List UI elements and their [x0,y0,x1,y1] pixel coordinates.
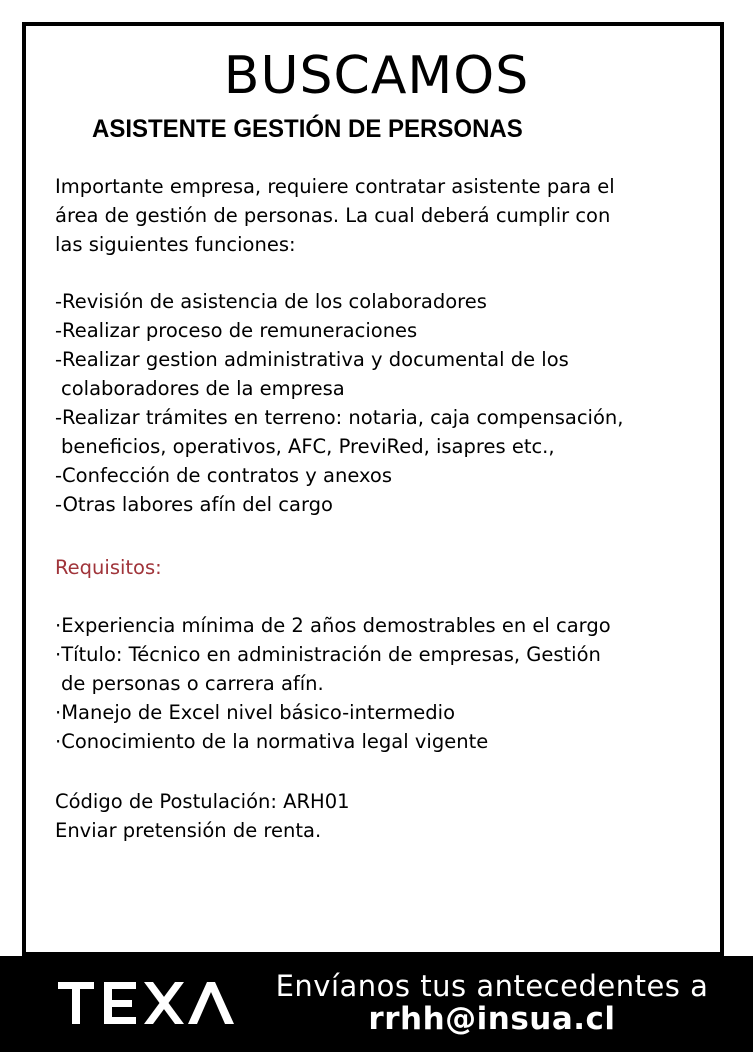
function-item: -Realizar gestion administrativa y documental de los [55,348,569,371]
function-item: -Realizar proceso de remuneraciones [55,319,418,342]
application-info [55,787,705,845]
function-item: -Realizar trámites en terreno: notaria, caja compensación, [55,406,624,429]
footer-line: Envíanos tus antecedentes a [275,969,709,1003]
function-item: -Otras labores afín del cargo [55,493,333,516]
job-title: ASISTENTE GESTIÓN DE PERSONAS [92,115,523,143]
intro-line: área de gestión de personas. La cual deberá cumplir con [55,204,611,227]
footer-bar [0,956,753,1052]
requirement-item: ·Título: Técnico en administración de empresas, Gestión [55,643,601,666]
contact-email: rrhh@insua.cl [368,1001,616,1037]
intro-line: las siguientes funciones: [55,233,296,256]
texa-logo [56,970,236,1036]
application-code: Código de Postulación: ARH01 [55,790,350,813]
requirement-item: ·Conocimiento de la normativa legal vigente [55,730,489,753]
requirement-item-continuation: de personas o carrera afín. [61,672,324,695]
functions-list [55,287,705,519]
function-item-continuation: beneficios, operativos, AFC, PreviRed, isapres etc., [61,435,555,458]
function-item: -Revisión de asistencia de los colaboradores [55,290,487,313]
requirement-item: ·Experiencia mínima de 2 años demostrables en el cargo [55,614,611,637]
function-item-continuation: colaboradores de la empresa [61,377,345,400]
requirements-list [55,611,705,756]
function-item: -Confección de contratos y anexos [55,464,393,487]
page-title: BUSCAMOS [223,46,530,106]
intro-line: Importante empresa, requiere contratar asistente para el [55,175,615,198]
requirement-item: ·Manejo de Excel nivel básico-intermedio [55,701,455,724]
salary-instruction: Enviar pretensión de renta. [55,819,322,842]
footer-message [252,970,732,1036]
requirements-heading: Requisitos: [55,556,162,579]
intro-paragraph [55,172,705,259]
